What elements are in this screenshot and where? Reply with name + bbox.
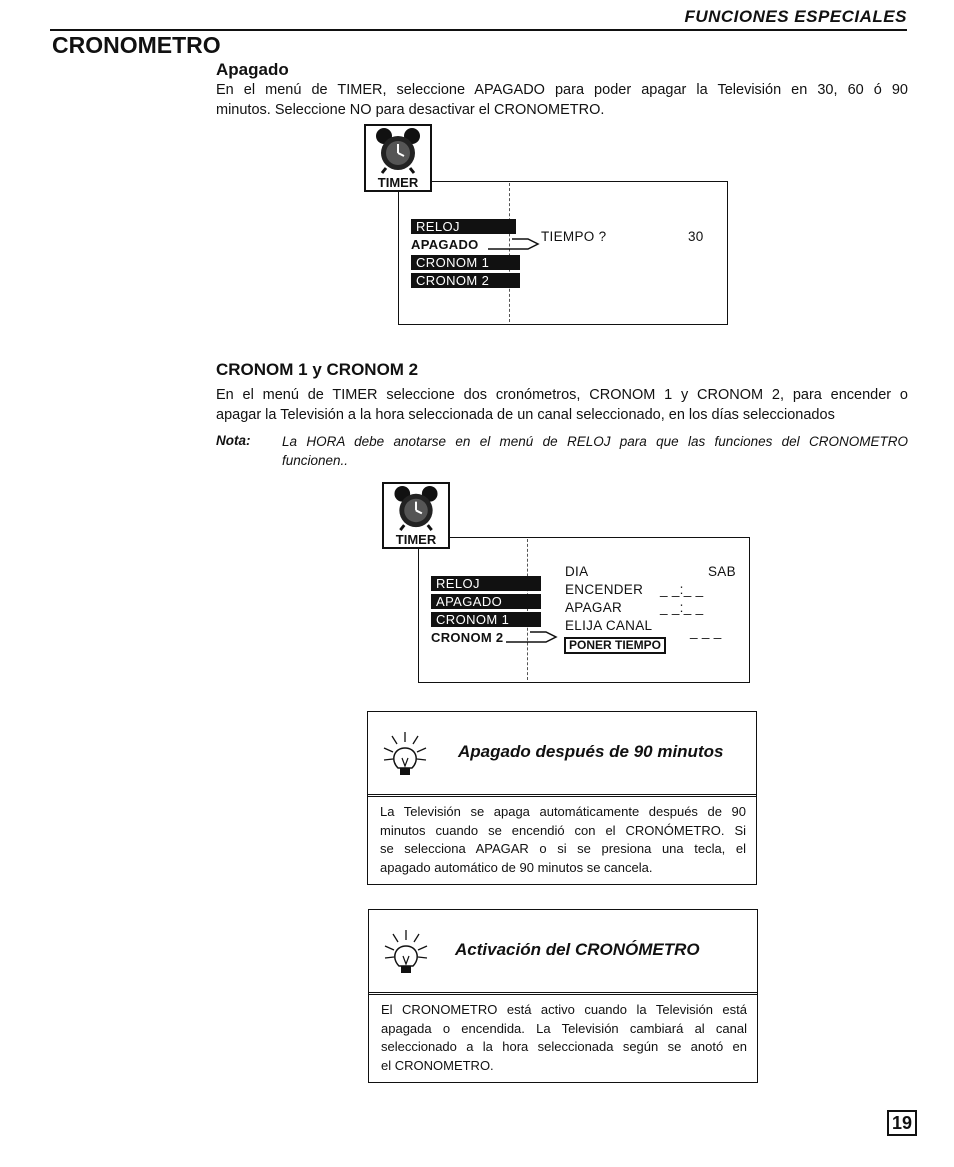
menu-item-cronom-2-selected: CRONOM 2: [431, 630, 504, 645]
tip1-line-2: minutos cuando se encendió con el CRONÓMETRO. Si: [380, 822, 746, 838]
tip-box-1: [367, 711, 757, 885]
menu-item-reloj: RELOJ: [431, 576, 541, 591]
tip-header-1: [368, 712, 756, 797]
menu-item-cronom-1: CRONOM 1: [411, 255, 520, 270]
tip-title-2: Activación del CRONÓMETRO: [455, 940, 700, 959]
menu-item-apagado-selected: APAGADO: [411, 237, 479, 252]
row-label-elija-canal: ELIJA CANAL: [565, 618, 653, 633]
lightbulb-icon: [382, 730, 428, 780]
alarm-clock-icon: [384, 484, 448, 531]
apagado-line-2: minutos. Seleccione NO para desactivar el CRONOMETRO.: [216, 101, 605, 118]
note-text: [282, 432, 908, 470]
row-value-dia: SAB: [708, 564, 736, 579]
header-rule: [50, 29, 907, 31]
alarm-clock-icon: [366, 126, 430, 174]
menu-item-cronom-1: CRONOM 1: [431, 612, 541, 627]
cronom-line-2: apagar la Televisión a la hora seleccionada de un canal seleccionado, en los días seleccionados: [216, 406, 835, 423]
timer-label-2: TIMER: [395, 532, 437, 547]
row-label-apagar: APAGAR: [565, 600, 623, 615]
apagado-line-1: En el menú de TIMER, seleccione APAGADO para poder apagar la Televisión en 30, 60 ó 90: [216, 82, 908, 98]
apagado-paragraph: [216, 81, 908, 120]
tip-body-2: [381, 1001, 747, 1075]
tip1-line-1: La Televisión se apaga automáticamente después de 90: [380, 804, 746, 819]
poner-tiempo-button: PONER TIEMPO: [564, 637, 666, 654]
tip-header-2: [369, 910, 757, 995]
row-label-dia: DIA: [565, 564, 589, 579]
tip2-line-3: seleccionado a la hora seleccionada según se anotó en: [381, 1039, 747, 1054]
row-value-apagar: _ _:_ _: [660, 600, 704, 615]
tip2-line-2: apagada o encendida. La Televisión cambiará al canal: [381, 1020, 747, 1036]
note-label: Nota:: [216, 433, 251, 448]
row-label-encender: ENCENDER: [565, 582, 644, 597]
divider-2: [527, 539, 528, 680]
tip-box-2: [368, 909, 758, 1083]
tip-title-1: Apagado después de 90 minutos: [458, 742, 724, 761]
tip2-line-1: El CRONOMETRO está activo cuando la Televisión está: [381, 1002, 747, 1017]
tip1-line-3: se selecciona APAGAR o si se presiona una tecla, el: [380, 841, 746, 856]
page-number: 19: [887, 1110, 917, 1136]
tip1-line-4: apagado automático de 90 minutos se cancela.: [380, 859, 653, 875]
tip-body-1: [380, 803, 746, 877]
cronom-paragraph: [216, 386, 908, 425]
divider-1: [509, 183, 510, 322]
timer-label-1: TIMER: [377, 175, 419, 190]
tiempo-value: 30: [688, 229, 704, 244]
timer-icon-box-1: [364, 124, 432, 192]
note-line-2: funcionen..: [282, 453, 349, 468]
tiempo-prompt: TIEMPO ?: [541, 229, 607, 244]
cronom-line-1: En el menú de TIMER seleccione dos cronómetros, CRONOM 1 y CRONOM 2, para encender o: [216, 387, 908, 403]
menu-item-apagado: APAGADO: [431, 594, 541, 609]
lightbulb-icon: [383, 928, 429, 978]
note-line-1: La HORA debe anotarse en el menú de RELOJ para que las funciones del CRONOMETRO: [282, 434, 908, 449]
section-title: CRONOMETRO: [52, 32, 221, 58]
running-header: FUNCIONES ESPECIALES: [684, 7, 907, 26]
tv-screen-1: [398, 181, 728, 325]
menu-item-cronom-2: CRONOM 2: [411, 273, 520, 288]
selection-arrow-icon: [506, 629, 558, 645]
row-value-elija-canal: _ _ _: [690, 624, 722, 639]
selection-arrow-icon: [488, 236, 540, 252]
cronom-heading: CRONOM 1 y CRONOM 2: [216, 360, 419, 379]
menu-item-reloj: RELOJ: [411, 219, 516, 234]
timer-icon-box-2: [382, 482, 450, 549]
apagado-heading: Apagado: [216, 60, 289, 79]
row-value-encender: _ _:_ _: [660, 582, 704, 597]
tip2-line-4: el CRONOMETRO.: [381, 1057, 494, 1073]
